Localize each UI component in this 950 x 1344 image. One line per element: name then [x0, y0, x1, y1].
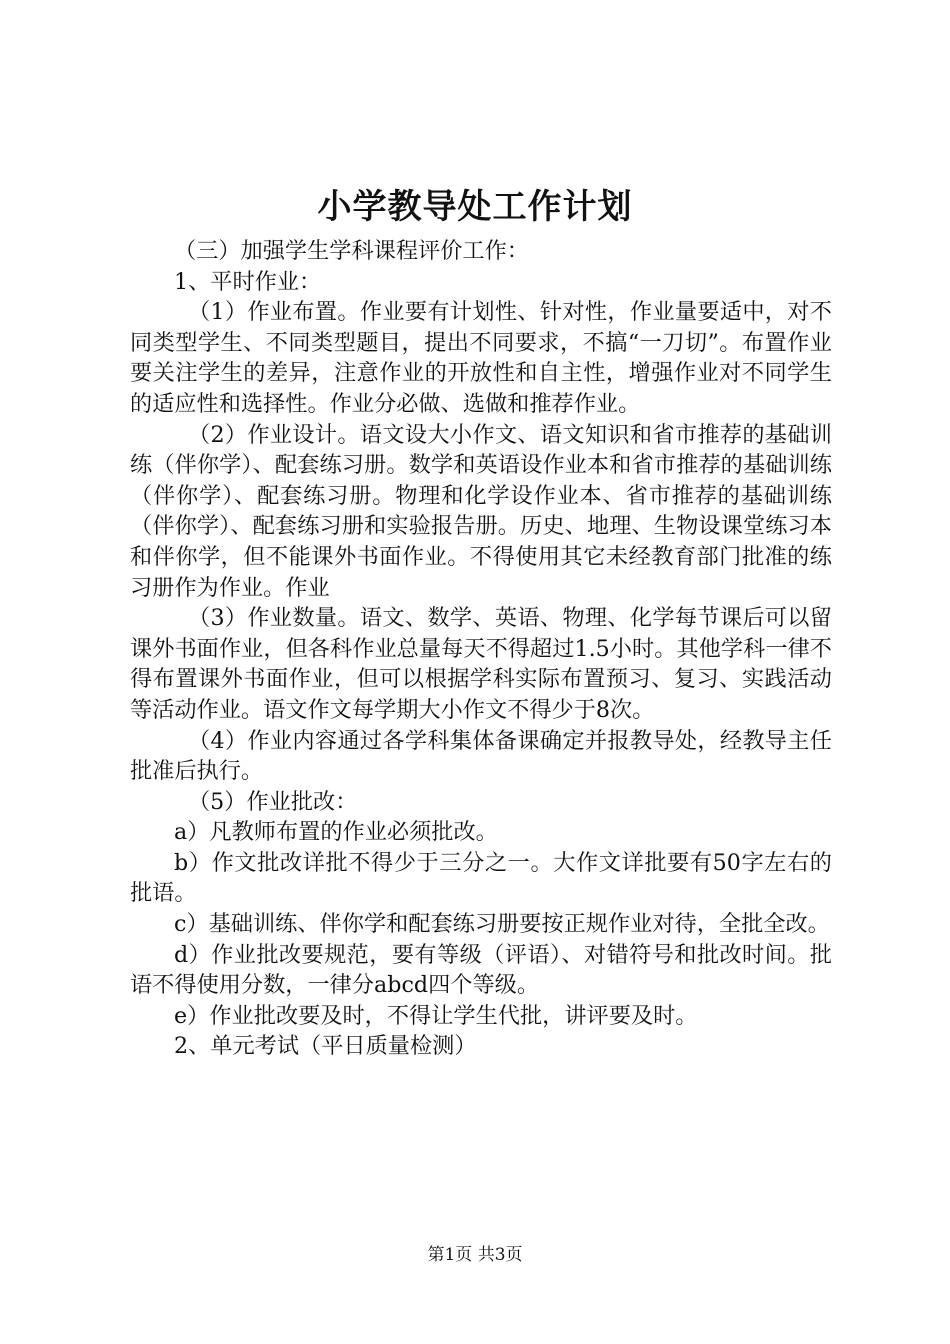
paragraph: 1、平时作业： — [174, 268, 322, 295]
paragraph: a）凡教师布置的作业必须批改。 — [174, 819, 498, 846]
paragraph: 2、单元考试（平日质量检测） — [174, 1033, 477, 1060]
document-title: 小学教导处工作计划 — [317, 187, 633, 227]
paragraph: （4）作业内容通过各学科集体备课确定并报教导处，经教导主任批准后执行。 — [130, 727, 832, 785]
paragraph: （2）作业设计。语文设大小作文、语文知识和省市推荐的基础训练（伴你学）、配套练习册。数学和英语设作业本和省市推荐的基础训练（伴你学）、配套练习册。物理和化学设作业本、省市推荐的基础训练（伴你学）、配套练习册和实验报告册。历史、地理、生物设课堂练习本和伴你学，但不能课外书面作业。不得使用其它未经教育部门批准的练习册作为作业。作业 — [130, 421, 832, 601]
page-number-footer: 第1页 共3页 — [427, 1245, 523, 1265]
document-body — [130, 236, 832, 1062]
paragraph: d）作业批改要规范，要有等级（评语）、对错符号和批改时间。批语不得使用分数，一律分abcd四个等级。 — [130, 941, 832, 999]
paragraph: （3）作业数量。语文、数学、英语、物理、化学每节课后可以留课外书面作业，但各科作业总量每天不得超过1.5小时。其他学科一律不得布置课外书面作业，但可以根据学科实际布置预习、复习、实践活动等活动作业。语文作文每学期大小作文不得少于8次。 — [130, 605, 832, 723]
paragraph: （1）作业布置。作业要有计划性、针对性，作业量要适中，对不同类型学生、不同类型题目，提出不同要求，不搞“一刀切”。布置作业要关注学生的差异，注意作业的开放性和自主性，增强作业对不同学生的适应性和选择性。作业分必做、选做和推荐作业。 — [130, 299, 832, 417]
paragraph: c）基础训练、伴你学和配套练习册要按正规作业对待，全批全改。 — [174, 911, 830, 938]
paragraph: e）作业批改要及时，不得让学生代批，讲评要及时。 — [174, 1002, 698, 1029]
paragraph: （三）加强学生学科课程评价工作： — [174, 238, 529, 264]
paragraph: b）作文批改详批不得少于三分之一。大作文详批要有50字左右的批语。 — [130, 849, 832, 907]
paragraph: （5）作业批改： — [188, 788, 358, 815]
